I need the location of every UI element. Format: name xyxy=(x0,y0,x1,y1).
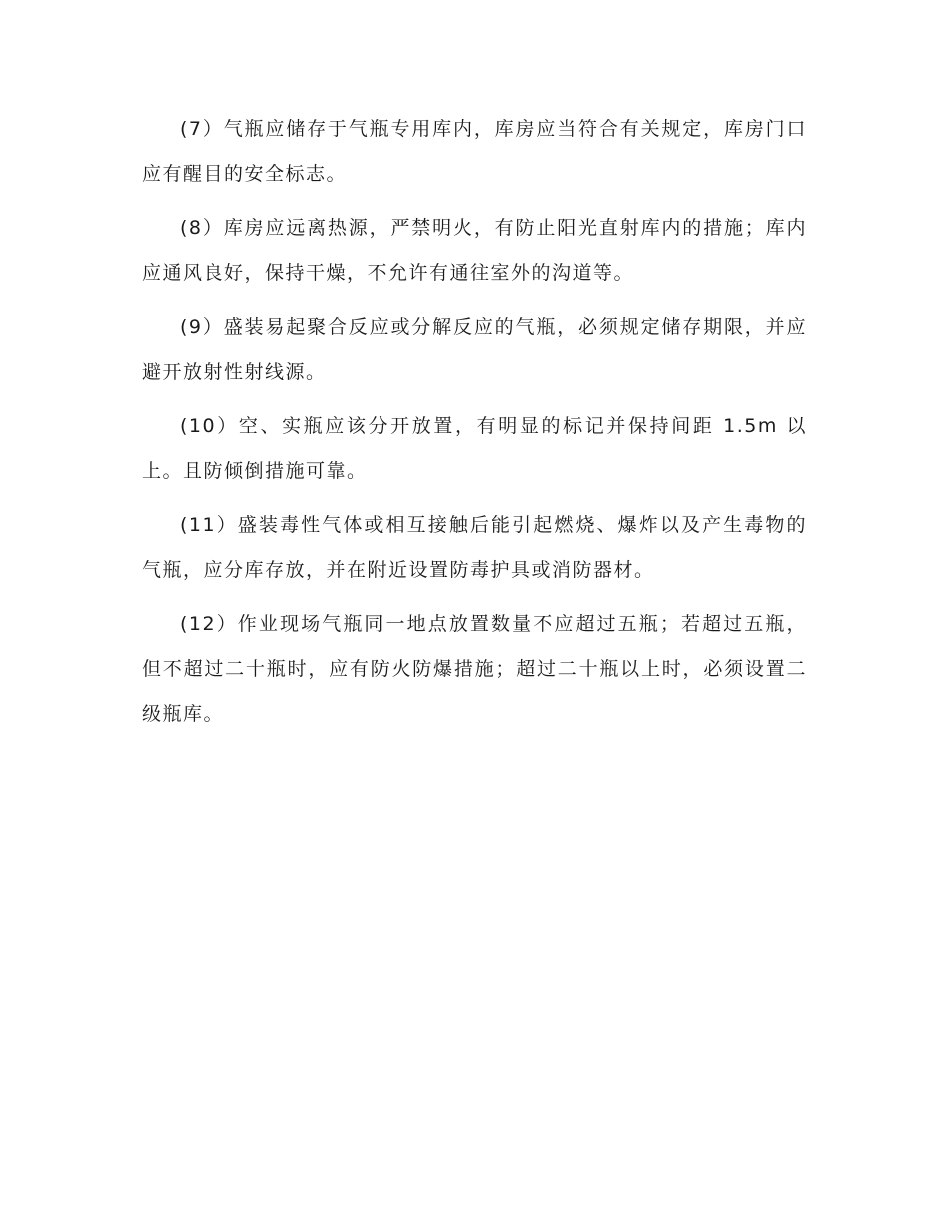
paragraph-7: (7）气瓶应储存于气瓶专用库内，库房应当符合有关规定，库房门口应有醒目的安全标志。 xyxy=(142,118,807,185)
paragraph-12: (12）作业现场气瓶同一地点放置数量不应超过五瓶；若超过五瓶，但不超过二十瓶时，应有防火防爆措施；超过二十瓶以上时，必须设置二级瓶库。 xyxy=(142,613,807,725)
paragraph-11: (11）盛装毒性气体或相互接触后能引起燃烧、爆炸以及产生毒物的气瓶，应分库存放，并在附近设置防毒护具或消防器材。 xyxy=(142,514,807,581)
paragraph-8: (8）库房应远离热源，严禁明火，有防止阳光直射库内的措施；库内应通风良好，保持干燥，不允许有通往室外的沟道等。 xyxy=(142,217,807,284)
paragraph-9: (9）盛装易起聚合反应或分解反应的气瓶，必须规定储存期限，并应避开放射性射线源。 xyxy=(142,316,807,383)
document-body xyxy=(142,107,807,746)
paragraph-10: (10）空、实瓶应该分开放置，有明显的标记并保持间距 1.5m 以上。且防倾倒措施可靠。 xyxy=(142,415,807,482)
